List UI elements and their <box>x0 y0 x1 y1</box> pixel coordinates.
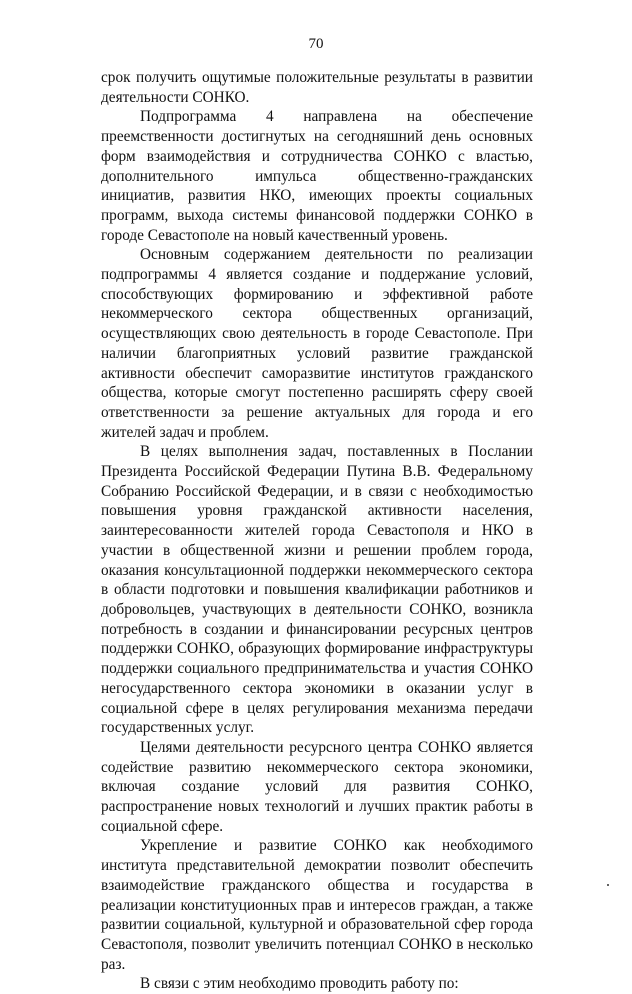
paragraph-presidential-address: В целях выполнения задач, поставленных в Послании Президента Российской Федерации Путина В.В. Федеральному Собранию Российской Федерации, и в связи с необходимостью повышения уровня гражданской активности населения, заинтересованности жителей города Севастополя и НКО в участии в общественной жизни и решении проблем города, оказания консультационной поддержки некоммерческого сектора в области подготовки и повышения квалификации работников и добровольцев, участвующих в деятельности СОНКО, возникла потребность в создании и финансировании ресурсных центров поддержки СОНКО, образующих формирование инфраструктуры поддержки социального предпринимательства и участия СОНКО негосударственного сектора экономики в оказании услуг в социальной сфере в целях регулирования механизма передачи государственных услуг. <box>101 443 533 737</box>
page-number: 70 <box>308 36 324 52</box>
paragraph-resource-center-goals: Целями деятельности ресурсного центра СОНКО является содействие развитию некоммерческого сектора экономики, включая создание условий для развития СОНКО, распространение новых технологий и лучших практик работы в социальной сфере. <box>101 738 533 835</box>
scan-speck <box>607 884 609 886</box>
paragraph-continuation: срок получить ощутимые положительные результаты в развитии деятельности СОНКО. <box>101 69 533 106</box>
paragraph-main-content: Основным содержанием деятельности по реализации подпрограммы 4 является создание и поддержание условий, способствующих формированию и эффективной работе некоммерческого сектора общественных организаций, осуществляющих свою деятельность в городе Севастополе. При наличии благоприятных условий развитие гражданской активности обеспечит саморазвитие институтов гражданского общества, которые смогут постепенно расширять сферу своей ответственности за решение актуальных для города и его жителей задач и проблем. <box>101 246 533 441</box>
paragraph-strengthening-sonko: Укрепление и развитие СОНКО как необходимого института представительной демократии позволит обеспечить взаимодействие гражданского общества и государства в реализации конституционных прав и интересов граждан, а также развитии социальной, культурной и образовательной сфер города Севастополя, позволит увеличить потенциал СОНКО в несколько раз. <box>101 837 533 973</box>
paragraph-subprogram-4-purpose: Подпрограмма 4 направлена на обеспечение преемственности достигнутых на сегодняшний день основных форм взаимодействия и сотрудничества СОНКО с властью, дополнительного импульса общественно-гражданских инициатив, развития НКО, имеющих проекты социальных программ, выхода системы финансовой поддержки СОНКО в городе Севастополе на новый качественный уровень. <box>101 108 533 244</box>
paragraph-work-intro: В связи с этим необходимо проводить работу по: <box>140 975 459 993</box>
document-body <box>101 68 533 994</box>
